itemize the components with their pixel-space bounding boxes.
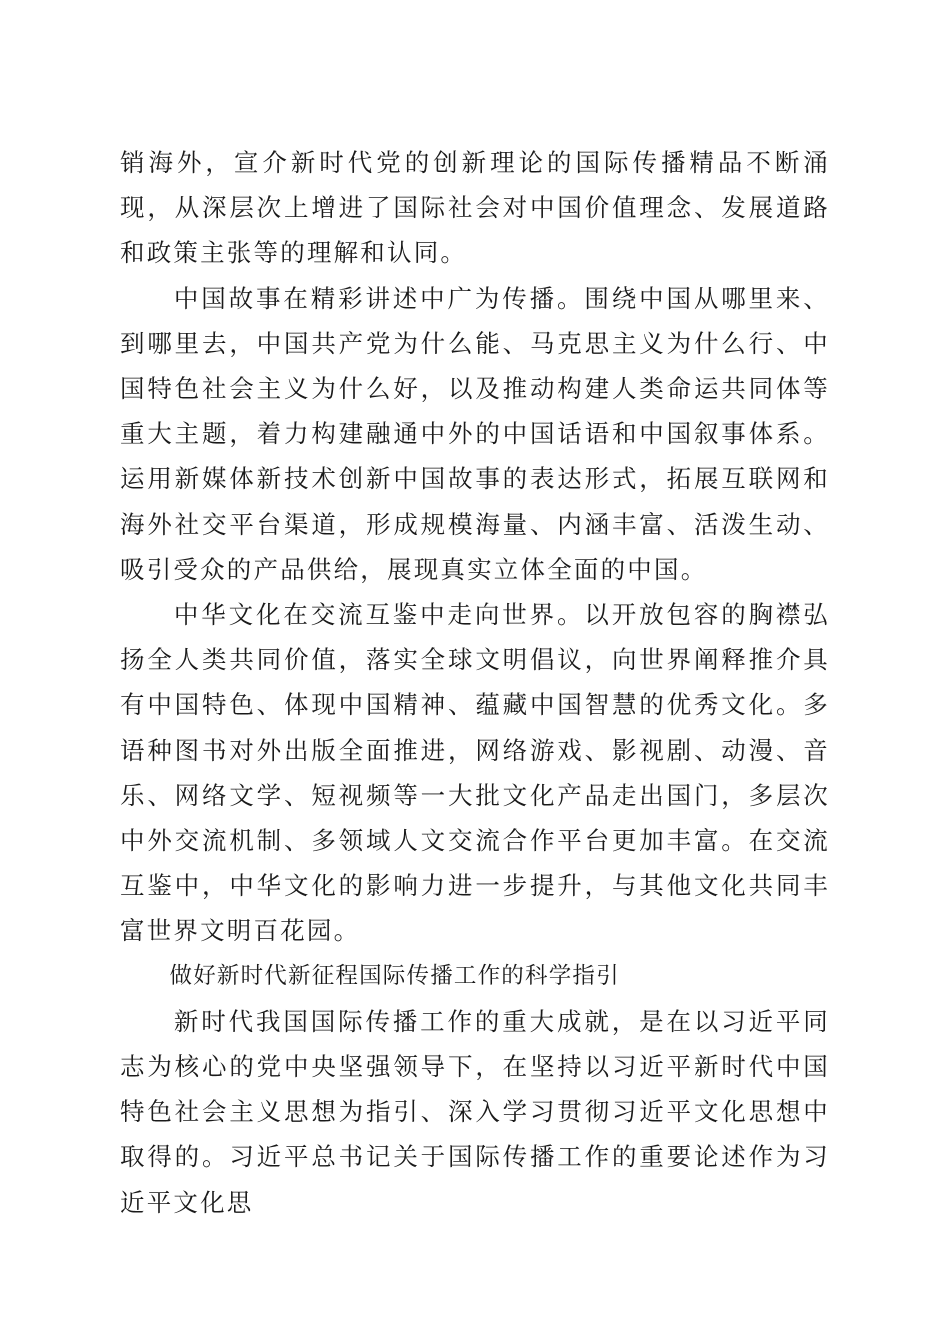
paragraph-continuation: 销海外，宣介新时代党的创新理论的国际传播精品不断涌现，从深层次上增进了国际社会对中国价值理念、发展道路和政策主张等的理解和认同。 [120,148,830,268]
paragraph-achievements: 新时代我国国际传播工作的重大成就，是在以习近平同志为核心的党中央坚强领导下，在坚持以习近平新时代中国特色社会主义思想为指引、深入学习贯彻习近平文化思想中取得的。习近平总书记关于国际传播工作的重要论述作为习近平文化思 [120,1006,830,1217]
document-body [120,140,830,1225]
section-heading: 做好新时代新征程国际传播工作的科学指引 [169,962,620,989]
paragraph-china-stories: 中国故事在精彩讲述中广为传播。围绕中国从哪里来、到哪里去，中国共产党为什么能、马克思主义为什么行、中国特色社会主义为什么好，以及推动构建人类命运共同体等重大主题，着力构建融通中外的中国话语和中国叙事体系。运用新媒体新技术创新中国故事的表达形式，拓展互联网和海外社交平台渠道，形成规模海量、内涵丰富、活泼生动、吸引受众的产品供给，展现真实立体全面的中国。 [120,283,830,584]
paragraph-chinese-culture: 中华文化在交流互鉴中走向世界。以开放包容的胸襟弘扬全人类共同价值，落实全球文明倡议，向世界阐释推介具有中国特色、体现中国精神、蕴藏中国智慧的优秀文化。多语种图书对外出版全面推进，网络游戏、影视剧、动漫、音乐、网络文学、短视频等一大批文化产品走出国门，多层次中外交流机制、多领域人文交流合作平台更加丰富。在交流互鉴中，中华文化的影响力进一步提升，与其他文化共同丰富世界文明百花园。 [120,600,830,946]
